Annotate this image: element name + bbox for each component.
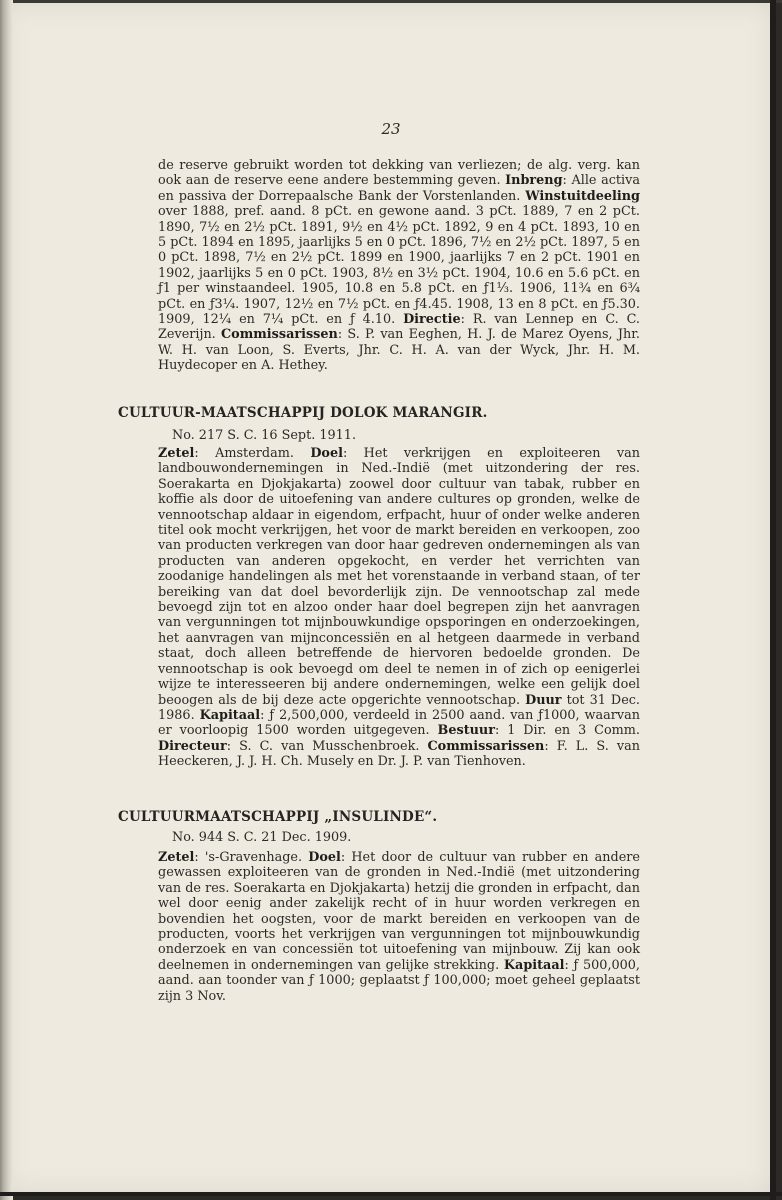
doel-label: Doel — [310, 446, 343, 461]
winstuitdeeling-label: Winstuitdeeling — [525, 188, 640, 204]
zetel-text: : 's-Gravenhage. — [194, 850, 309, 865]
bestuur-label: Bestuur — [437, 723, 495, 739]
section-heading-insulinde: CULTUURMAATSCHAPPIJ „INSULINDE“. — [118, 809, 438, 825]
section-body-dolok-marangir — [158, 446, 640, 770]
page-top-edge — [0, 0, 782, 3]
directie-text: : R. van Lennep en C. C. Zeverijn. — [158, 312, 641, 343]
doel-text: : Het door de cultuur van rubber en andere gewassen exploiteeren van de gronden in Ned.-Indië (met uitzondering van de res. Soerakarta en Djokjakarta) hetzij die gronden in erfpacht, dan wel door eenig ander zakelijk recht of in huur worden verkregen en bovendien het oogsten, voor de markt bereiden en verkoopen van de producten, voorts het verkrijgen van vergunningen tot mijnbouwkundig onderzoek en van concessiën tot uitoefening van mijnbouw. Zij kan ook deelnemen in ondernemingen van gelijke strekking. — [158, 850, 640, 973]
bestuur-text: : 1 Dir. en 3 Comm. — [494, 723, 641, 739]
duur-text: tot 31 Dec. 1986. — [158, 692, 641, 723]
zetel-text: : Amsterdam. — [194, 446, 311, 461]
doel-text: : Het verkrijgen en exploiteeren van landbouwondernemingen in Ned.-Indië (met uitzondering der res. Soerakarta en Djokjakarta) zoowel door cultuur van tabak, rubber en koffie als door de uitoefening van andere cultures op gronden, welke de vennootschap aldaar in eigendom, erfpacht, huur of onder welke anderen titel ook mocht verkrijgen, het voor de markt bereiden en verkoopen, zoo van producten verkregen van door haar gedreven ondernemingen als van producten van anderen opgekocht, en verder het verrichten van zoodanige handelingen als met het vorenstaande in verband staan, of ter bereiking van dat doel bevorderlijk zijn. De vennootschap zal mede bevoegd zijn tot en alzoo onder haar doel begrepen zijn het aanvragen van vergunningen tot mijnbouwkundige opsporingen en onderzoekingen, het aanvragen van mijnconcessiën en al hetgeen daarmede in verband staat, doch alleen betreffende de hiervoren bedoelde gronden. De vennootschap is ook bevoegd om deel te nemen in of zich op eenigerlei wijze te interesseeren bij andere ondernemingen, welke een gelijk doel beoogen als de bij deze acte opgerichte vennootschap. — [158, 446, 640, 708]
section-body-insulinde — [158, 850, 640, 1004]
directeur-text: : S. C. van Musschenbroek. — [226, 738, 428, 754]
kapitaal-label: Kapitaal — [199, 707, 261, 723]
kapitaal-label: Kapitaal — [503, 957, 565, 973]
section-meta-insulinde: No. 944 S. C. 21 Dec. 1909. — [172, 830, 352, 845]
inbreng-text: : Alle activa en passiva der Dorrepaalsche Bank der Vorstenlanden. — [158, 173, 640, 204]
page-binding-edge — [0, 0, 13, 1200]
page-bottom-edge — [0, 1192, 782, 1196]
directie-label: Directie — [403, 312, 461, 328]
section-heading-dolok-marangir: CULTUUR-MAATSCHAPPIJ DOLOK MARANGIR. — [118, 405, 488, 421]
kapitaal-text: : ƒ 500,000, aand. aan toonder van ƒ 1000; geplaatst ƒ 100,000; moet geheel geplaatst zijn 3 Nov. — [158, 957, 641, 1004]
commissarissen-text: : F. L. S. van Heeckeren, J. J. H. Ch. Musely en Dr. J. P. van Tienhoven. — [158, 738, 640, 770]
continuation-paragraph — [158, 158, 640, 374]
zetel-label: Zetel — [158, 850, 195, 865]
inbreng-label: Inbreng — [505, 173, 563, 189]
commissarissen-label: Commissarissen — [221, 327, 338, 343]
duur-label: Duur — [525, 692, 562, 708]
continuation-text: de reserve gebruikt worden tot dekking van verliezen; de alg. verg. kan ook aan de reserve eene andere bestemming geven. — [158, 158, 640, 189]
page-right-edge — [770, 0, 776, 1200]
commissarissen-label: Commissarissen — [427, 738, 545, 754]
kapitaal-text: : ƒ 2,500,000, verdeeld in 2500 aand. van ƒ1000, waarvan er voorloopig 1500 worden uitgegeven. — [158, 707, 640, 739]
section-meta-dolok-marangir: No. 217 S. C. 16 Sept. 1911. — [172, 428, 357, 443]
commissarissen-text: : S. P. van Eeghen, H. J. de Marez Oyens, Jhr. W. H. van Loon, S. Everts, Jhr. C. H. A. van der Wyck, Jhr. H. M. Huydecoper en A. Hethey. — [158, 327, 640, 374]
zetel-label: Zetel — [158, 446, 195, 461]
page-number: 23 — [381, 120, 401, 138]
winstuitdeeling-text: over 1888, pref. aand. 8 pCt. en gewone aand. 3 pCt. 1889, 7 en 2 pCt. 1890, 7½ en 2½ pCt. 1891, 9½ en 4½ pCt. 1892, 9 en 4 pCt. 1893, 10 en 5 pCt. 1894 en 1895, jaarlijks 5 en 0 pCt. 1896, 7½ en 2½ pCt. 1897, 5 en 0 pCt. 1898, 7½ en 2½ pCt. 1899 en 1900, jaarlijks 7 en 2 pCt. 1901 en 1902, jaarlijks 5 en 0 pCt. 1903, 8½ en 3½ pCt. 1904, 10.6 en 5.6 pCt. en ƒ1 per winstaandeel. 1905, 10.8 en 5.8 pCt. en ƒ1⅓. 1906, 11¾ en 6¾ pCt. en ƒ3¼. 1907, 12½ en 7½ pCt. en ƒ4.45. 1908, 13 en 8 pCt. en ƒ5.30. 1909, 12¼ en 7¼ pCt. en ƒ 4.10. — [158, 204, 640, 328]
directeur-label: Directeur — [158, 738, 227, 754]
doel-label: Doel — [308, 850, 341, 865]
